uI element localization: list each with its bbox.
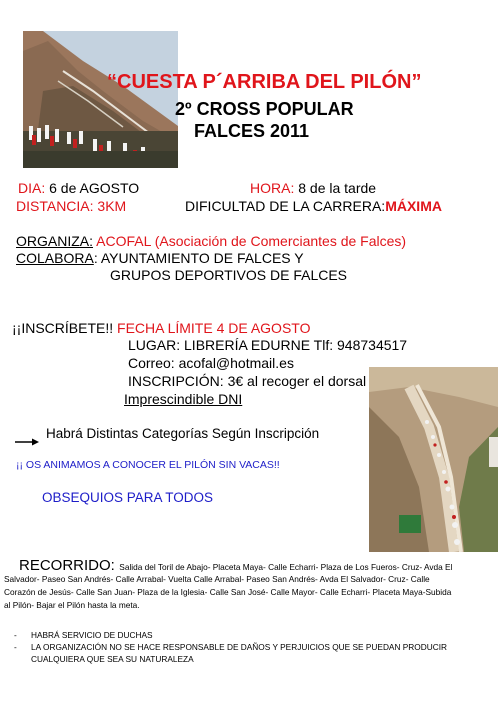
lugar-line: LUGAR: LIBRERÍA EDURNE Tlf: 948734517 bbox=[128, 337, 408, 353]
time-value: 8 de la tarde bbox=[298, 180, 377, 196]
inscripcion-line: INSCRIPCIÓN: 3€ al recoger el dorsal bbox=[128, 373, 367, 389]
difficulty-value: MÁXIMA bbox=[385, 198, 442, 214]
street-crowd-photo bbox=[369, 367, 498, 552]
street-crowd-photo-art bbox=[369, 367, 498, 552]
recorrido-line-1: Salida del Toril de Abajo- Placeta Maya- Calle Echarri- Plaza de Los Fueros- Cruz- Avda El bbox=[119, 562, 453, 572]
recorrido-label: RECORRIDO: bbox=[19, 557, 115, 574]
dni-line: Imprescindible DNI bbox=[124, 391, 243, 407]
organiza-value: ACOFAL (Asociación de Comerciantes de Falces) bbox=[96, 233, 407, 249]
hill-crowd-photo-art bbox=[23, 31, 178, 168]
note-dash-1: - bbox=[14, 630, 17, 640]
date-label: DIA: bbox=[18, 180, 46, 196]
recorrido-line-3: Corazón de Jesús- Calle San Juan- Plaza de la Iglesia- Calle San José- Calle Mayor- Calle Echarri- Placeta Maya-Subida bbox=[4, 587, 452, 597]
organiza-label: ORGANIZA: bbox=[16, 233, 94, 249]
note-responsabilidad-1: LA ORGANIZACIÓN NO SE HACE RESPONSABLE DE DAÑOS Y PERJUICIOS QUE SE PUEDAN PRODUCIR bbox=[31, 642, 448, 652]
event-subtitle: 2º CROSS POPULAR bbox=[175, 99, 354, 119]
colabora-value-1: : AYUNTAMIENTO DE FALCES Y bbox=[93, 250, 304, 266]
time-line bbox=[250, 180, 376, 196]
correo-line: Correo: acofal@hotmail.es bbox=[128, 355, 294, 371]
arrow-right-icon bbox=[15, 433, 39, 451]
organiza-line bbox=[16, 233, 406, 249]
event-title: “CUESTA P´ARRIBA DEL PILÓN” bbox=[107, 71, 422, 93]
distance-line: DISTANCIA: 3KM bbox=[16, 198, 127, 214]
categorias-line: Habrá Distintas Categorías Según Inscripción bbox=[46, 426, 320, 441]
colabora-value-2: GRUPOS DEPORTIVOS DE FALCES bbox=[110, 267, 348, 283]
difficulty-label: DIFICULTAD DE LA CARRERA: bbox=[185, 198, 386, 214]
date-line bbox=[18, 180, 139, 196]
hill-crowd-photo bbox=[23, 31, 178, 168]
time-label: HORA: bbox=[250, 180, 295, 196]
date-value: 6 de AGOSTO bbox=[49, 180, 140, 196]
note-responsabilidad-2: CUALQUIERA QUE SEA SU NATURALEZA bbox=[31, 654, 194, 664]
note-duchas: HABRÁ SERVICIO DE DUCHAS bbox=[31, 630, 153, 640]
colabora-line bbox=[16, 250, 304, 266]
note-dash-2: - bbox=[14, 642, 17, 652]
animamos-line: ¡¡ OS ANIMAMOS A CONOCER EL PILÓN SIN VACAS!! bbox=[16, 459, 280, 471]
recorrido-line-4: al Pilón- Bajar el Pilón hasta la meta. bbox=[4, 600, 140, 610]
fecha-limite: FECHA LÍMITE 4 DE AGOSTO bbox=[117, 320, 311, 336]
recorrido-line-2: Salvador- Paseo San Andrés- Calle Arrabal- Vuelta Calle Arrabal- Paseo San Andrés- Avda El Salvador- Cruz- Calle bbox=[4, 574, 430, 584]
difficulty-line bbox=[185, 198, 442, 214]
inscribete-label: ¡¡INSCRÍBETE!! bbox=[12, 320, 114, 336]
event-place-year: FALCES 2011 bbox=[194, 121, 310, 141]
obsequios-line: OBSEQUIOS PARA TODOS bbox=[42, 490, 214, 505]
colabora-label: COLABORA bbox=[16, 250, 94, 266]
inscribete-line bbox=[12, 320, 310, 336]
